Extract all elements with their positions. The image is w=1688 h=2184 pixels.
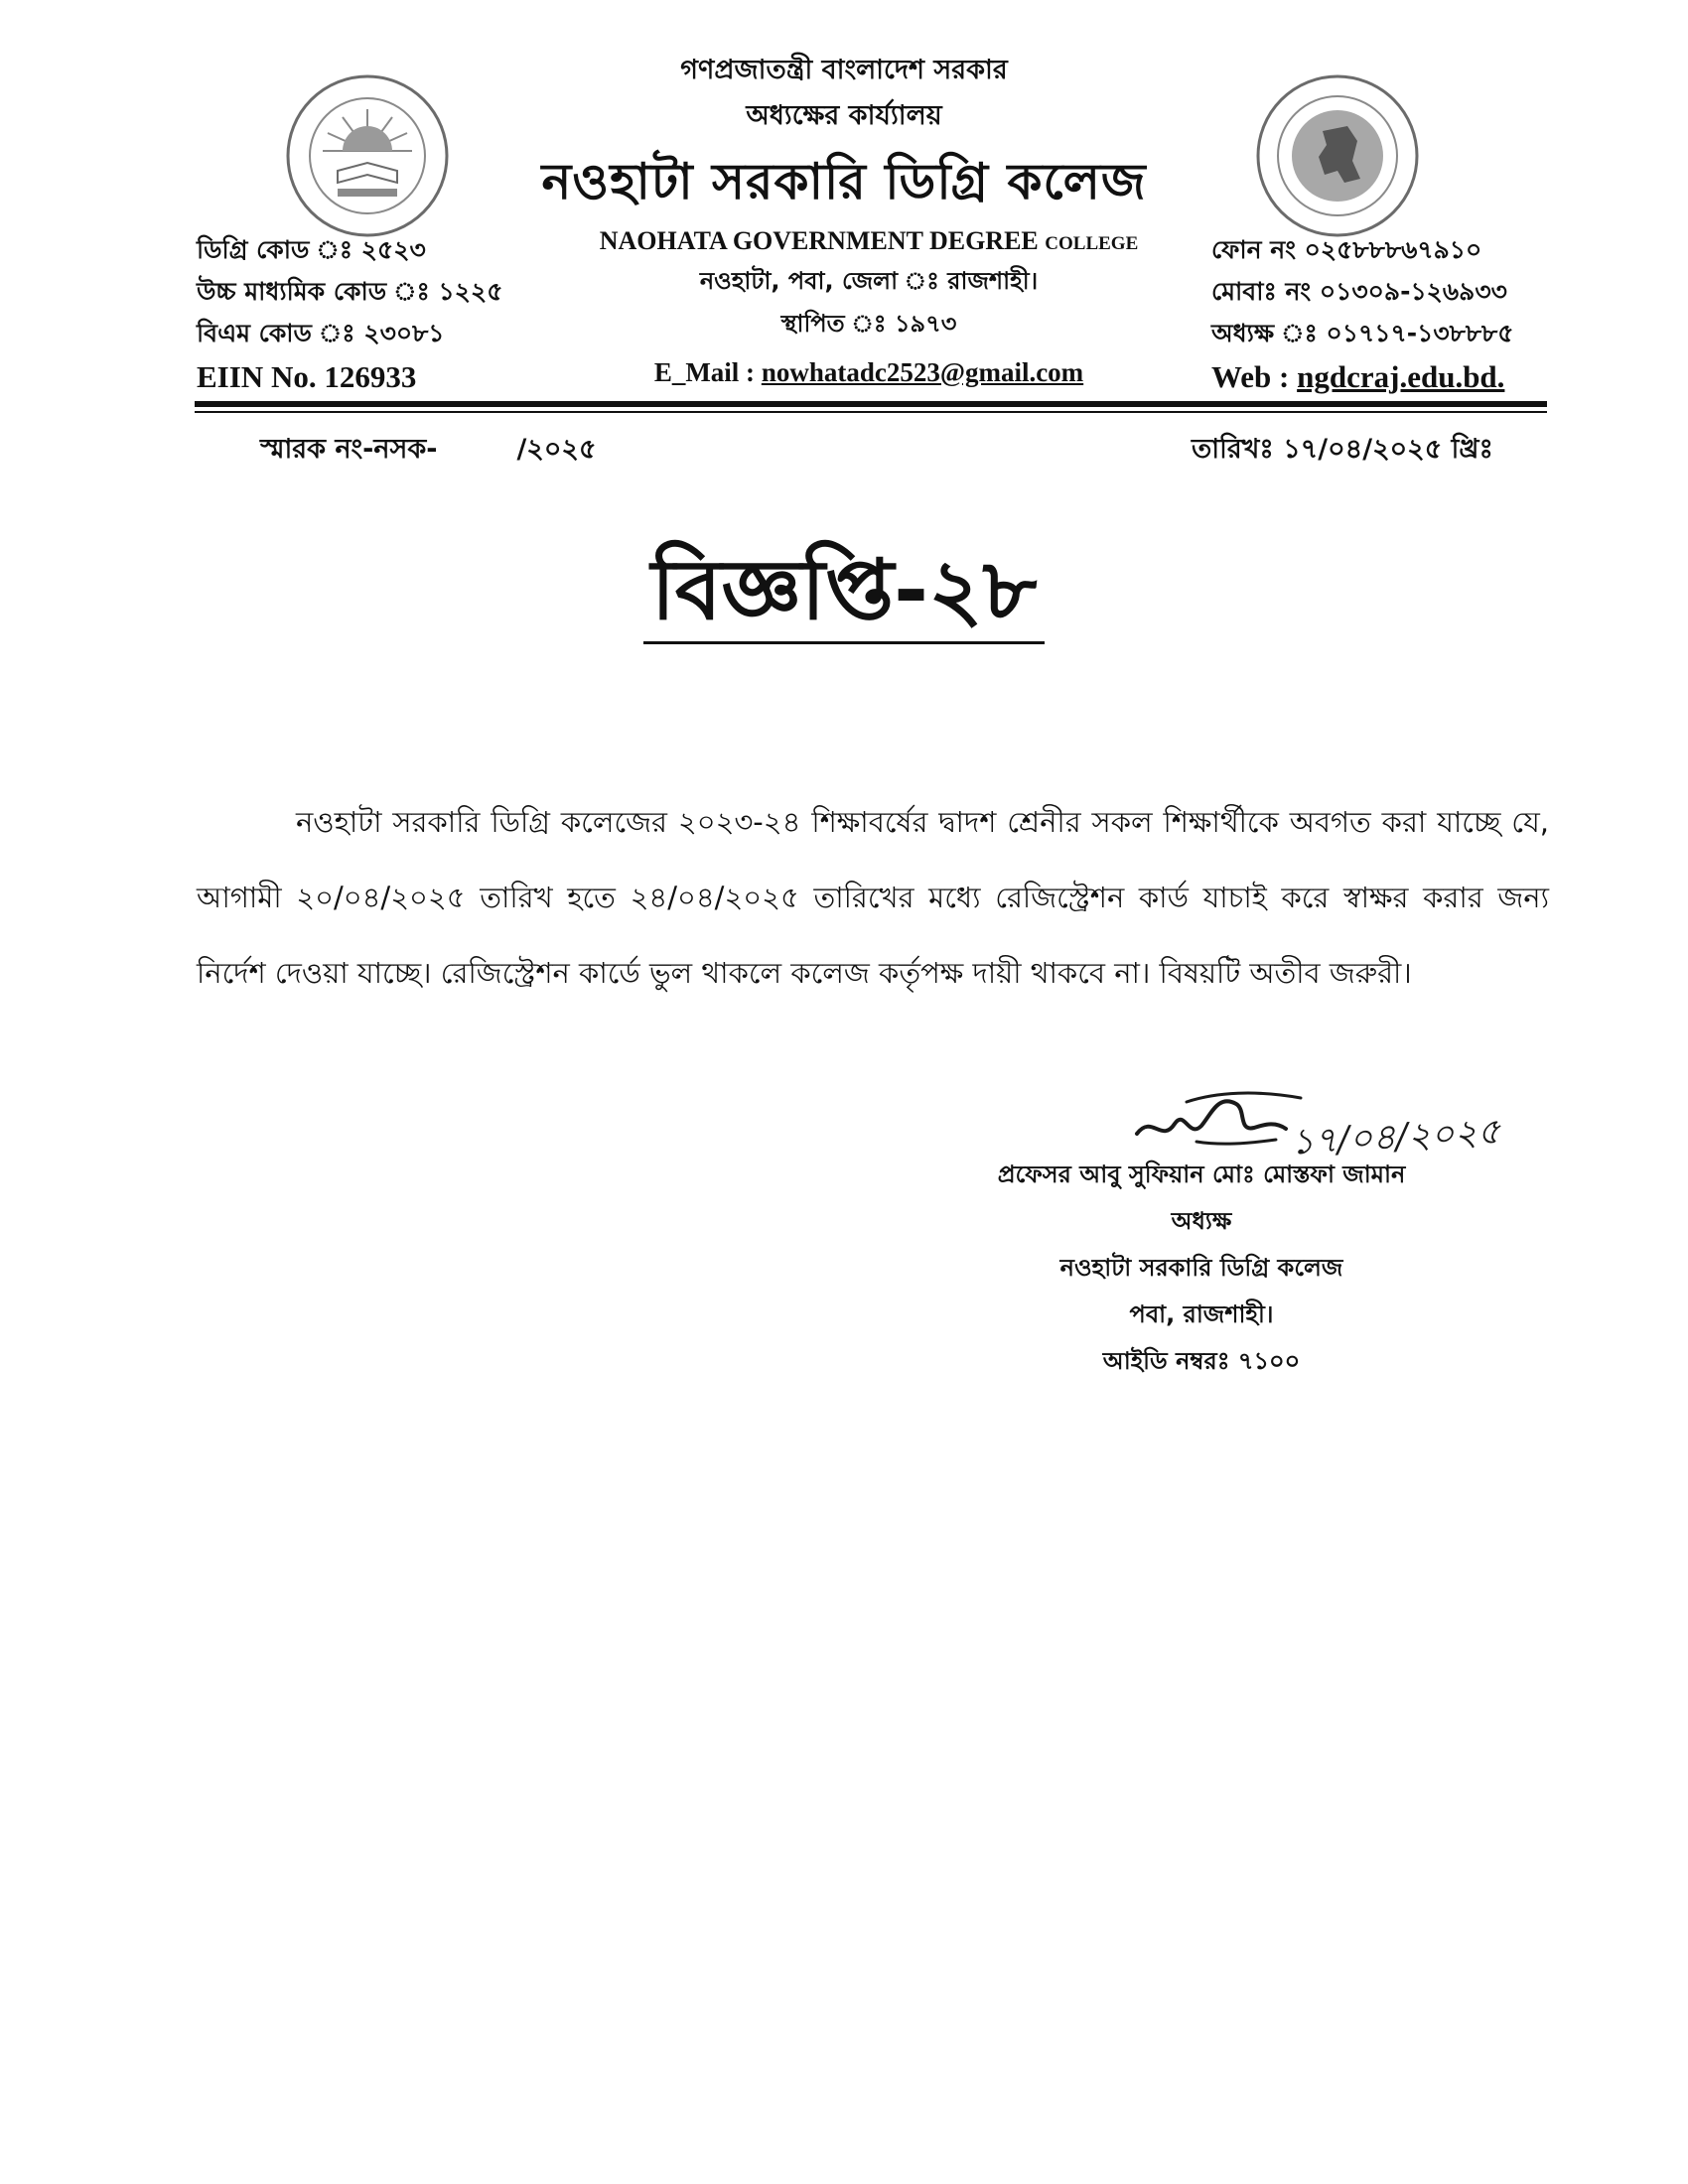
signatory-location: পবা, রাজশাহী। bbox=[1129, 1300, 1274, 1328]
notice-title-wrap bbox=[0, 541, 1688, 644]
office-line: অধ্যক্ষের কার্য্যালয় bbox=[746, 100, 942, 131]
memo-ref-year: /২০২৫ bbox=[516, 434, 597, 465]
header-rule-thin bbox=[195, 411, 1547, 413]
government-line: গণপ্রজাতন্ত্রী বাংলাদেশ সরকার bbox=[680, 55, 1008, 85]
degree-code: ডিগ্রি কোড ঃ ২৫২৩ bbox=[197, 235, 426, 264]
website-row bbox=[1211, 359, 1504, 395]
hsc-code: উচ্চ মাধ্যমিক কোড ঃ ১২২৫ bbox=[197, 277, 503, 306]
college-name-english-small: COLLEGE bbox=[1045, 233, 1139, 254]
college-name-english bbox=[551, 226, 1187, 256]
college-name-english-main: NAOHATA GOVERNMENT DEGREE bbox=[599, 226, 1039, 255]
web-label: Web : bbox=[1211, 359, 1298, 394]
bm-code: বিএম কোড ঃ ২৩০৮১ bbox=[197, 319, 445, 347]
email-row bbox=[551, 357, 1187, 388]
phone-number: ফোন নং ০২৫৮৮৮৬৭৯১০ bbox=[1211, 235, 1482, 264]
email-label: E_Mail : bbox=[653, 357, 762, 387]
college-address: নওহাটা, পবা, জেলা ঃ রাজশাহী। bbox=[699, 267, 1039, 295]
memo-ref-label: স্মারক নং-নসক- bbox=[260, 434, 438, 465]
signatory-institution: নওহাটা সরকারি ডিগ্রি কলেজ bbox=[1059, 1254, 1343, 1282]
notice-body bbox=[197, 784, 1549, 1011]
college-name-bangla: নওহাটা সরকারি ডিগ্রি কলেজ bbox=[541, 153, 1147, 210]
signature-block bbox=[933, 1152, 1470, 1385]
eiin-number: EIIN No. 126933 bbox=[197, 359, 417, 394]
memo-reference bbox=[260, 429, 597, 474]
principal-number: অধ্যক্ষ ঃ ০১৭১৭-১৩৮৮৮৫ bbox=[1211, 319, 1514, 347]
mobile-number: মোবাঃ নং ০১৩০৯-১২৬৯৩৩ bbox=[1211, 277, 1507, 306]
established-year: স্থাপিত ঃ ১৯৭৩ bbox=[780, 310, 957, 338]
signatory-designation: অধ্যক্ষ bbox=[1171, 1207, 1232, 1235]
header-rule-thick bbox=[195, 401, 1547, 407]
email-link[interactable]: nowhatadc2523@gmail.com bbox=[761, 357, 1084, 387]
website-link[interactable]: ngdcraj.edu.bd. bbox=[1297, 359, 1505, 394]
notice-paragraph: নওহাটা সরকারি ডিগ্রি কলেজের ২০২৩-২৪ শিক্ষাবর্ষের দ্বাদশ শ্রেনীর সকল শিক্ষার্থীকে অবগত করা যাচ্ছে যে, আগামী ২০/০৪/২০২৫ তারিখ হতে ২৪/০৪/২০২৫ তারিখের মধ্যে রেজিস্ট্রেশন কার্ড যাচাই করে স্বাক্ষর করার জন্য নির্দেশ দেওয়া যাচ্ছে। রেজিস্ট্রেশন কার্ডে ভুল থাকলে কলেজ কর্তৃপক্ষ দায়ী থাকবে না। বিষয়টি অতীব জরুরী। bbox=[197, 805, 1549, 990]
signatory-name: প্রফেসর আবু সুফিয়ান মোঃ মোস্তফা জামান bbox=[997, 1160, 1406, 1188]
handwritten-date: ১৭/০৪/২০২৫ bbox=[1289, 1111, 1502, 1163]
notice-title: বিজ্ঞপ্তি-২৮ bbox=[643, 544, 1045, 644]
signatory-id: আইডি নম্বরঃ ৭১০০ bbox=[1102, 1347, 1301, 1375]
memo-date: তারিখঃ ১৭/০৪/২০২৫ খ্রিঃ bbox=[1192, 434, 1493, 465]
